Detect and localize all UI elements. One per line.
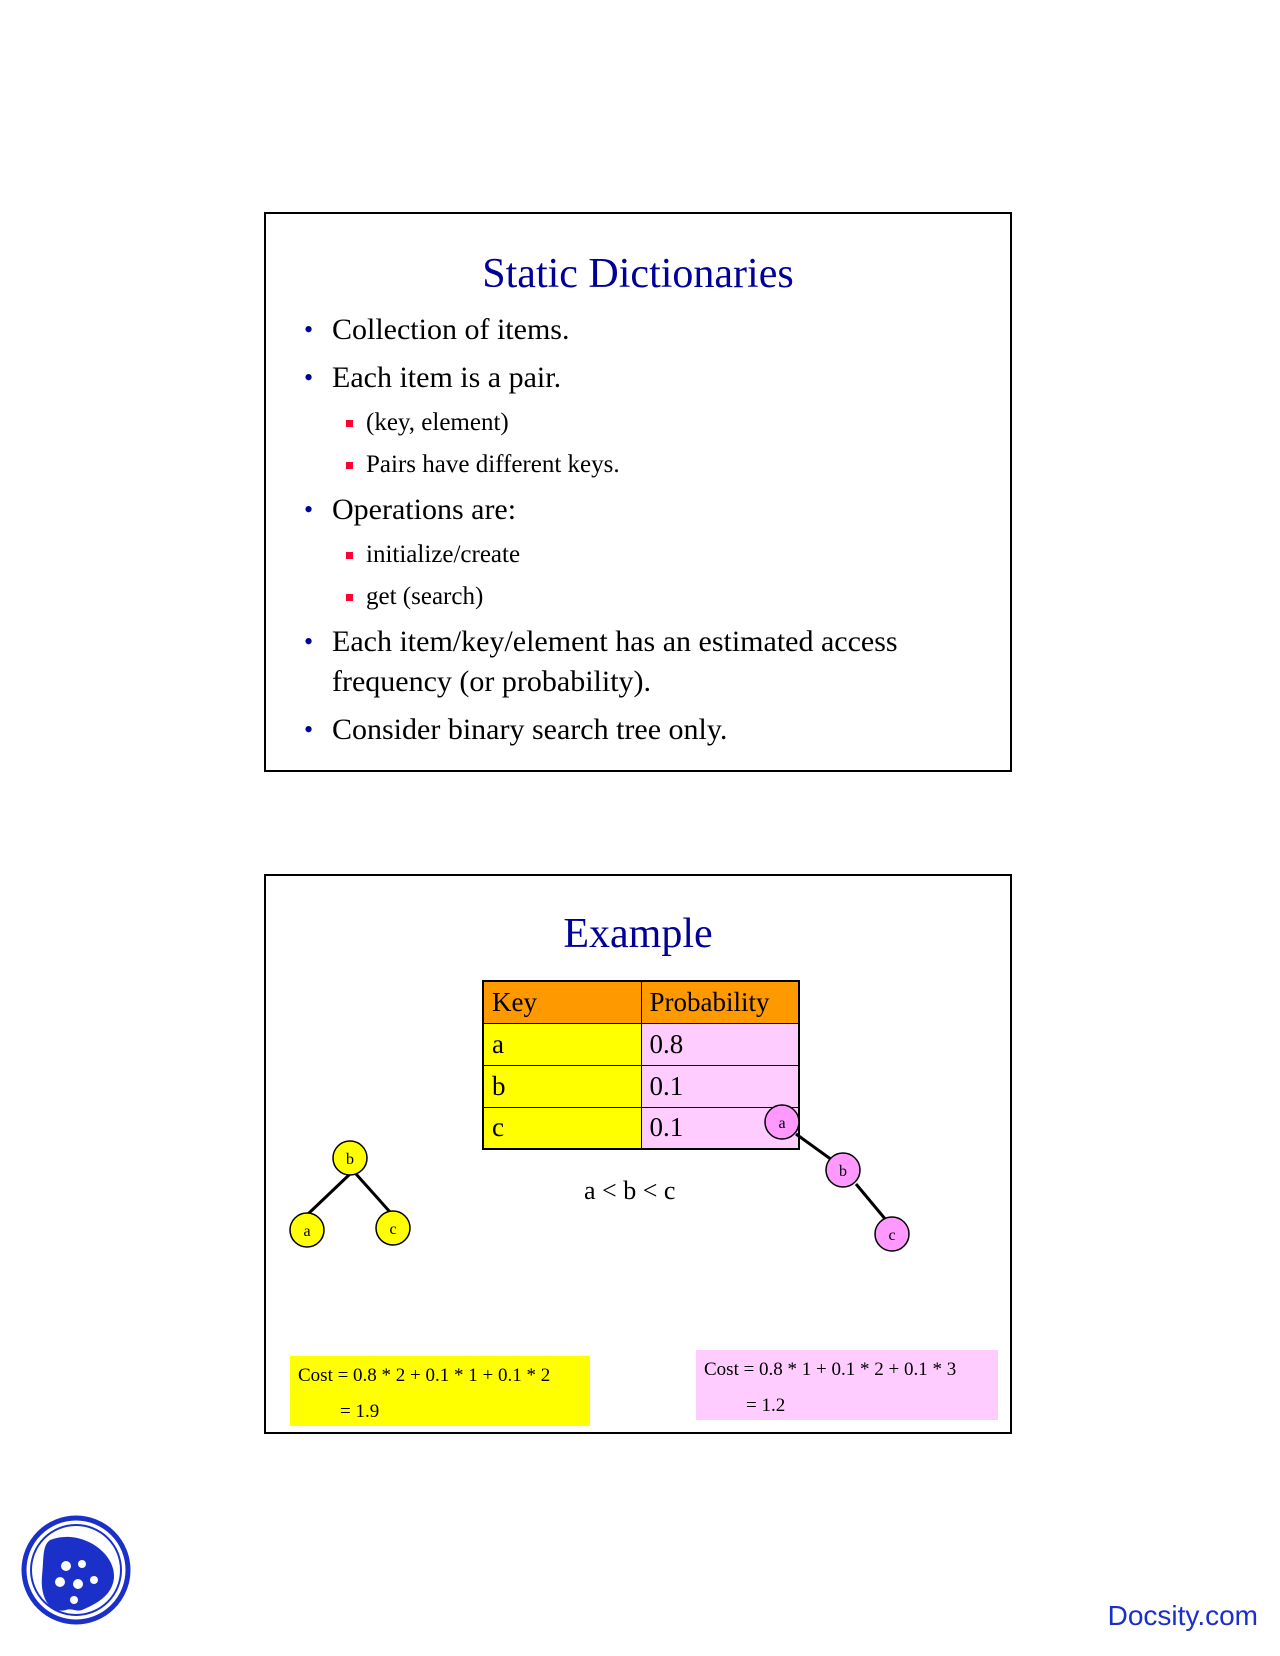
tree-node-label: b (839, 1163, 847, 1180)
bullet-item: • Each item is a pair. (304, 358, 970, 398)
bullet-item: • Each item/key/element has an estimated access frequency (or probability). (304, 622, 970, 702)
bullet-list (304, 310, 970, 758)
chain-tree (765, 1105, 909, 1251)
tree-edge (796, 1134, 832, 1160)
tree-edge (308, 1174, 350, 1214)
tree-edge (356, 1174, 390, 1212)
cost-formula: Cost = 0.8 * 2 + 0.1 * 1 + 0.1 * 2 (298, 1365, 551, 1386)
slide-title: Static Dictionaries (482, 251, 794, 297)
tree-diagrams (266, 876, 1010, 1432)
table-cell-key: a (483, 1023, 641, 1065)
bullet-item: • Operations are: (304, 490, 970, 530)
tree-node-label: a (778, 1115, 786, 1132)
cost-formula: Cost = 0.8 * 1 + 0.1 * 2 + 0.1 * 3 (704, 1359, 957, 1380)
table-cell-key: b (483, 1065, 641, 1107)
table-cell-key: c (483, 1107, 641, 1149)
sub-bullet-item: initialize/create (304, 538, 970, 572)
sub-bullet-item: (key, element) (304, 406, 970, 440)
tree-node-label: b (346, 1151, 354, 1168)
docsity-logo-icon (20, 1514, 132, 1626)
tree-node-label: a (303, 1223, 311, 1240)
slide-example (264, 874, 1012, 1434)
cost-result: = 1.9 (340, 1401, 380, 1422)
table-cell-probability: 0.1 (641, 1107, 799, 1149)
balanced-tree (290, 1141, 410, 1247)
sub-bullet-item: get (search) (304, 580, 970, 614)
table-cell-probability: 0.8 (641, 1023, 799, 1065)
bullet-item: • Collection of items. (304, 310, 970, 350)
bullet-item: • Consider binary search tree only. (304, 710, 970, 750)
slide-static-dictionaries (264, 212, 1012, 772)
slide-title: Example (563, 911, 713, 957)
tree-node-label: c (888, 1227, 896, 1244)
cost-box-chain (696, 1350, 998, 1420)
cost-result: = 1.2 (746, 1395, 786, 1416)
table-header: Probability (641, 981, 799, 1023)
table-cell-probability: 0.1 (641, 1065, 799, 1107)
table-header: Key (483, 981, 641, 1023)
cost-box-balanced (290, 1356, 590, 1426)
sub-bullet-item: Pairs have different keys. (304, 448, 970, 482)
tree-node-label: c (389, 1221, 397, 1238)
docsity-brand-text: Docsity.com (1107, 1600, 1258, 1631)
key-order-text: a < b < c (584, 1176, 676, 1205)
tree-edge (856, 1184, 886, 1220)
